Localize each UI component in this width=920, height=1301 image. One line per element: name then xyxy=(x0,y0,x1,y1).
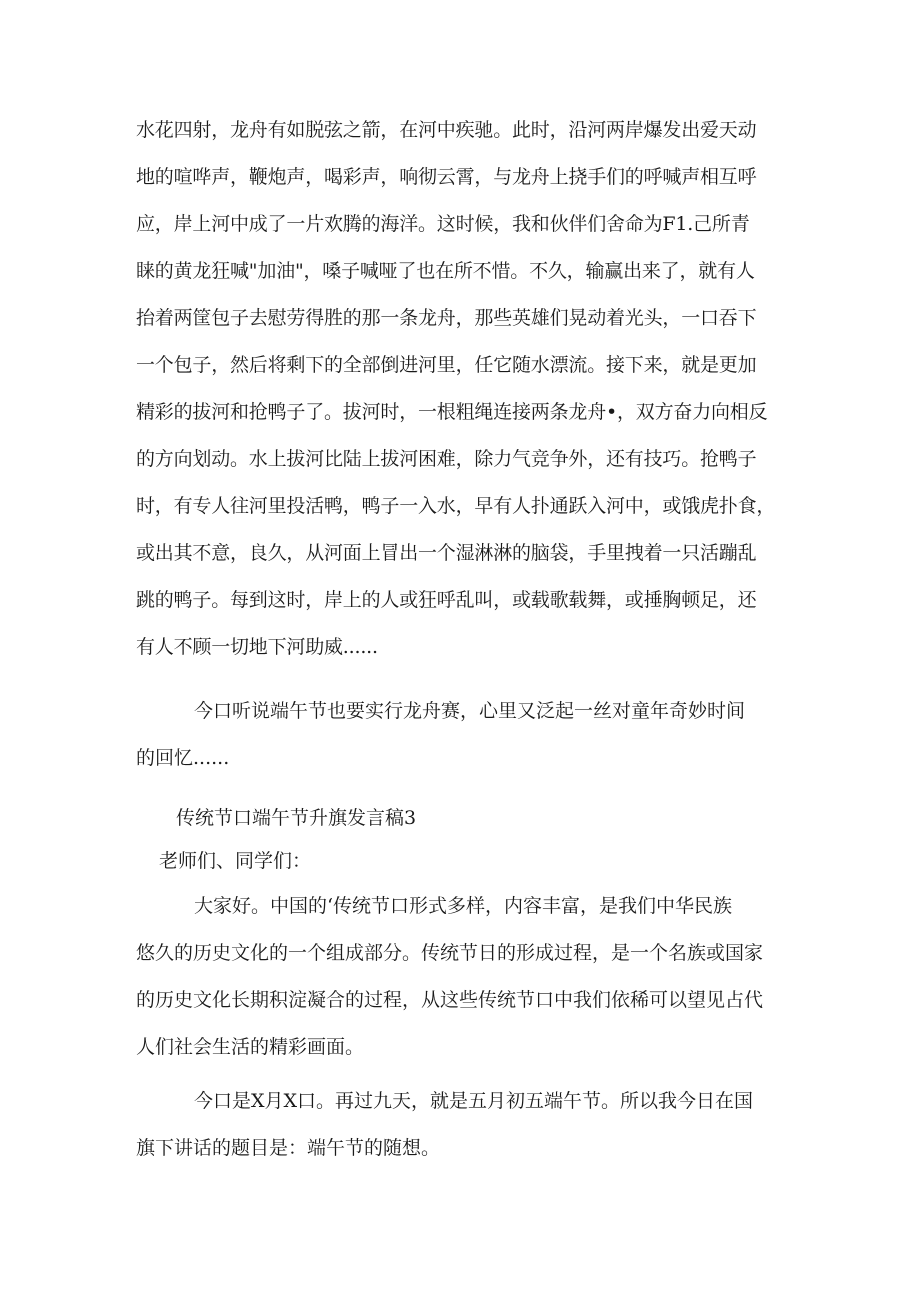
salutation xyxy=(136,838,796,885)
text-line: 旗下讲话的题目是：端午节的随想。 xyxy=(136,1137,441,1159)
text-line: 抬着两筐包子去慰劳得胜的那一条龙舟，那些英雄们晃动着光头，一口吞下 xyxy=(136,307,757,329)
text-line: 今口听说端午节也要实行龙舟赛，心里又泛起一丝对童年奇妙时间 xyxy=(194,700,746,722)
text-line: 或出其不意，良久，从河面上冒出一个湿淋淋的脑袋，手里拽着一只活蹦乱 xyxy=(136,542,757,564)
text-line: 一个包子，然后将剩下的全部倒进河里，任它随水漂流。接下来，就是更加 xyxy=(136,354,757,376)
paragraph-traditional-festivals xyxy=(136,883,796,1071)
paragraph-childhood-memory xyxy=(136,688,796,782)
text-line: 应，岸上河中成了一片欢腾的海洋。这时候，我和伙伴们舍命为F1.己所青 xyxy=(136,213,750,235)
text-line: 地的喧哗声，鞭炮声，喝彩声，响彻云霄，与龙舟上挠手们的呼喊声相互呼 xyxy=(136,166,757,188)
text-line: 水花四射，龙舟有如脱弦之箭，在河中疾驰。此时，沿河两岸爆发出爱天动 xyxy=(136,119,757,141)
text-line: 的历史文化长期积淀凝合的过程，从这些传统节口中我们依稀可以望见占代 xyxy=(136,989,764,1011)
text-line: 的方向划动。水上拔河比陆上拔河困难，除力气竞争外，还有技巧。抢鸭子 xyxy=(136,448,757,470)
text-line: 今口是X月X口。再过九天，就是五月初五端午节。所以我今日在国 xyxy=(194,1090,754,1112)
paragraph-speech-topic xyxy=(136,1078,796,1172)
text-line: 精彩的拔河和抢鸭子了。拔河时，一根粗绳连接两条龙舟•，双方奋力向相反 xyxy=(136,401,768,423)
section-heading xyxy=(136,795,796,842)
heading-text: 传统节口端午节升旗发言稿3 xyxy=(176,807,417,829)
text-line: 悠久的历史文化的一个组成部分。传统节日的形成过程，是一个名族或国家 xyxy=(136,942,764,964)
paragraph-dragon-boat-race xyxy=(136,107,796,671)
salutation-text: 老师们、同学们： xyxy=(159,850,312,872)
text-line: 有人不顾一切地下河助威...... xyxy=(136,636,378,658)
text-line: 的回忆...... xyxy=(136,747,230,769)
text-line: 人们社会生活的精彩画面。 xyxy=(136,1036,365,1058)
text-line: 时，有专人往河里投活鸭，鸭子一入水，早有人扑通跃入河中，或饿虎扑食， xyxy=(136,495,776,517)
text-line: 跳的鸭子。每到这时，岸上的人或狂呼乱叫，或载歌载舞，或捶胸顿足，还 xyxy=(136,589,757,611)
text-line: 睐的黄龙狂喊"加油"，嗓子喊哑了也在所不惜。不久，输赢出来了，就有人 xyxy=(136,260,755,282)
text-line: 大家好。中国的‘传统节口形式多样，内容丰富，是我们中华民族 xyxy=(194,895,733,917)
